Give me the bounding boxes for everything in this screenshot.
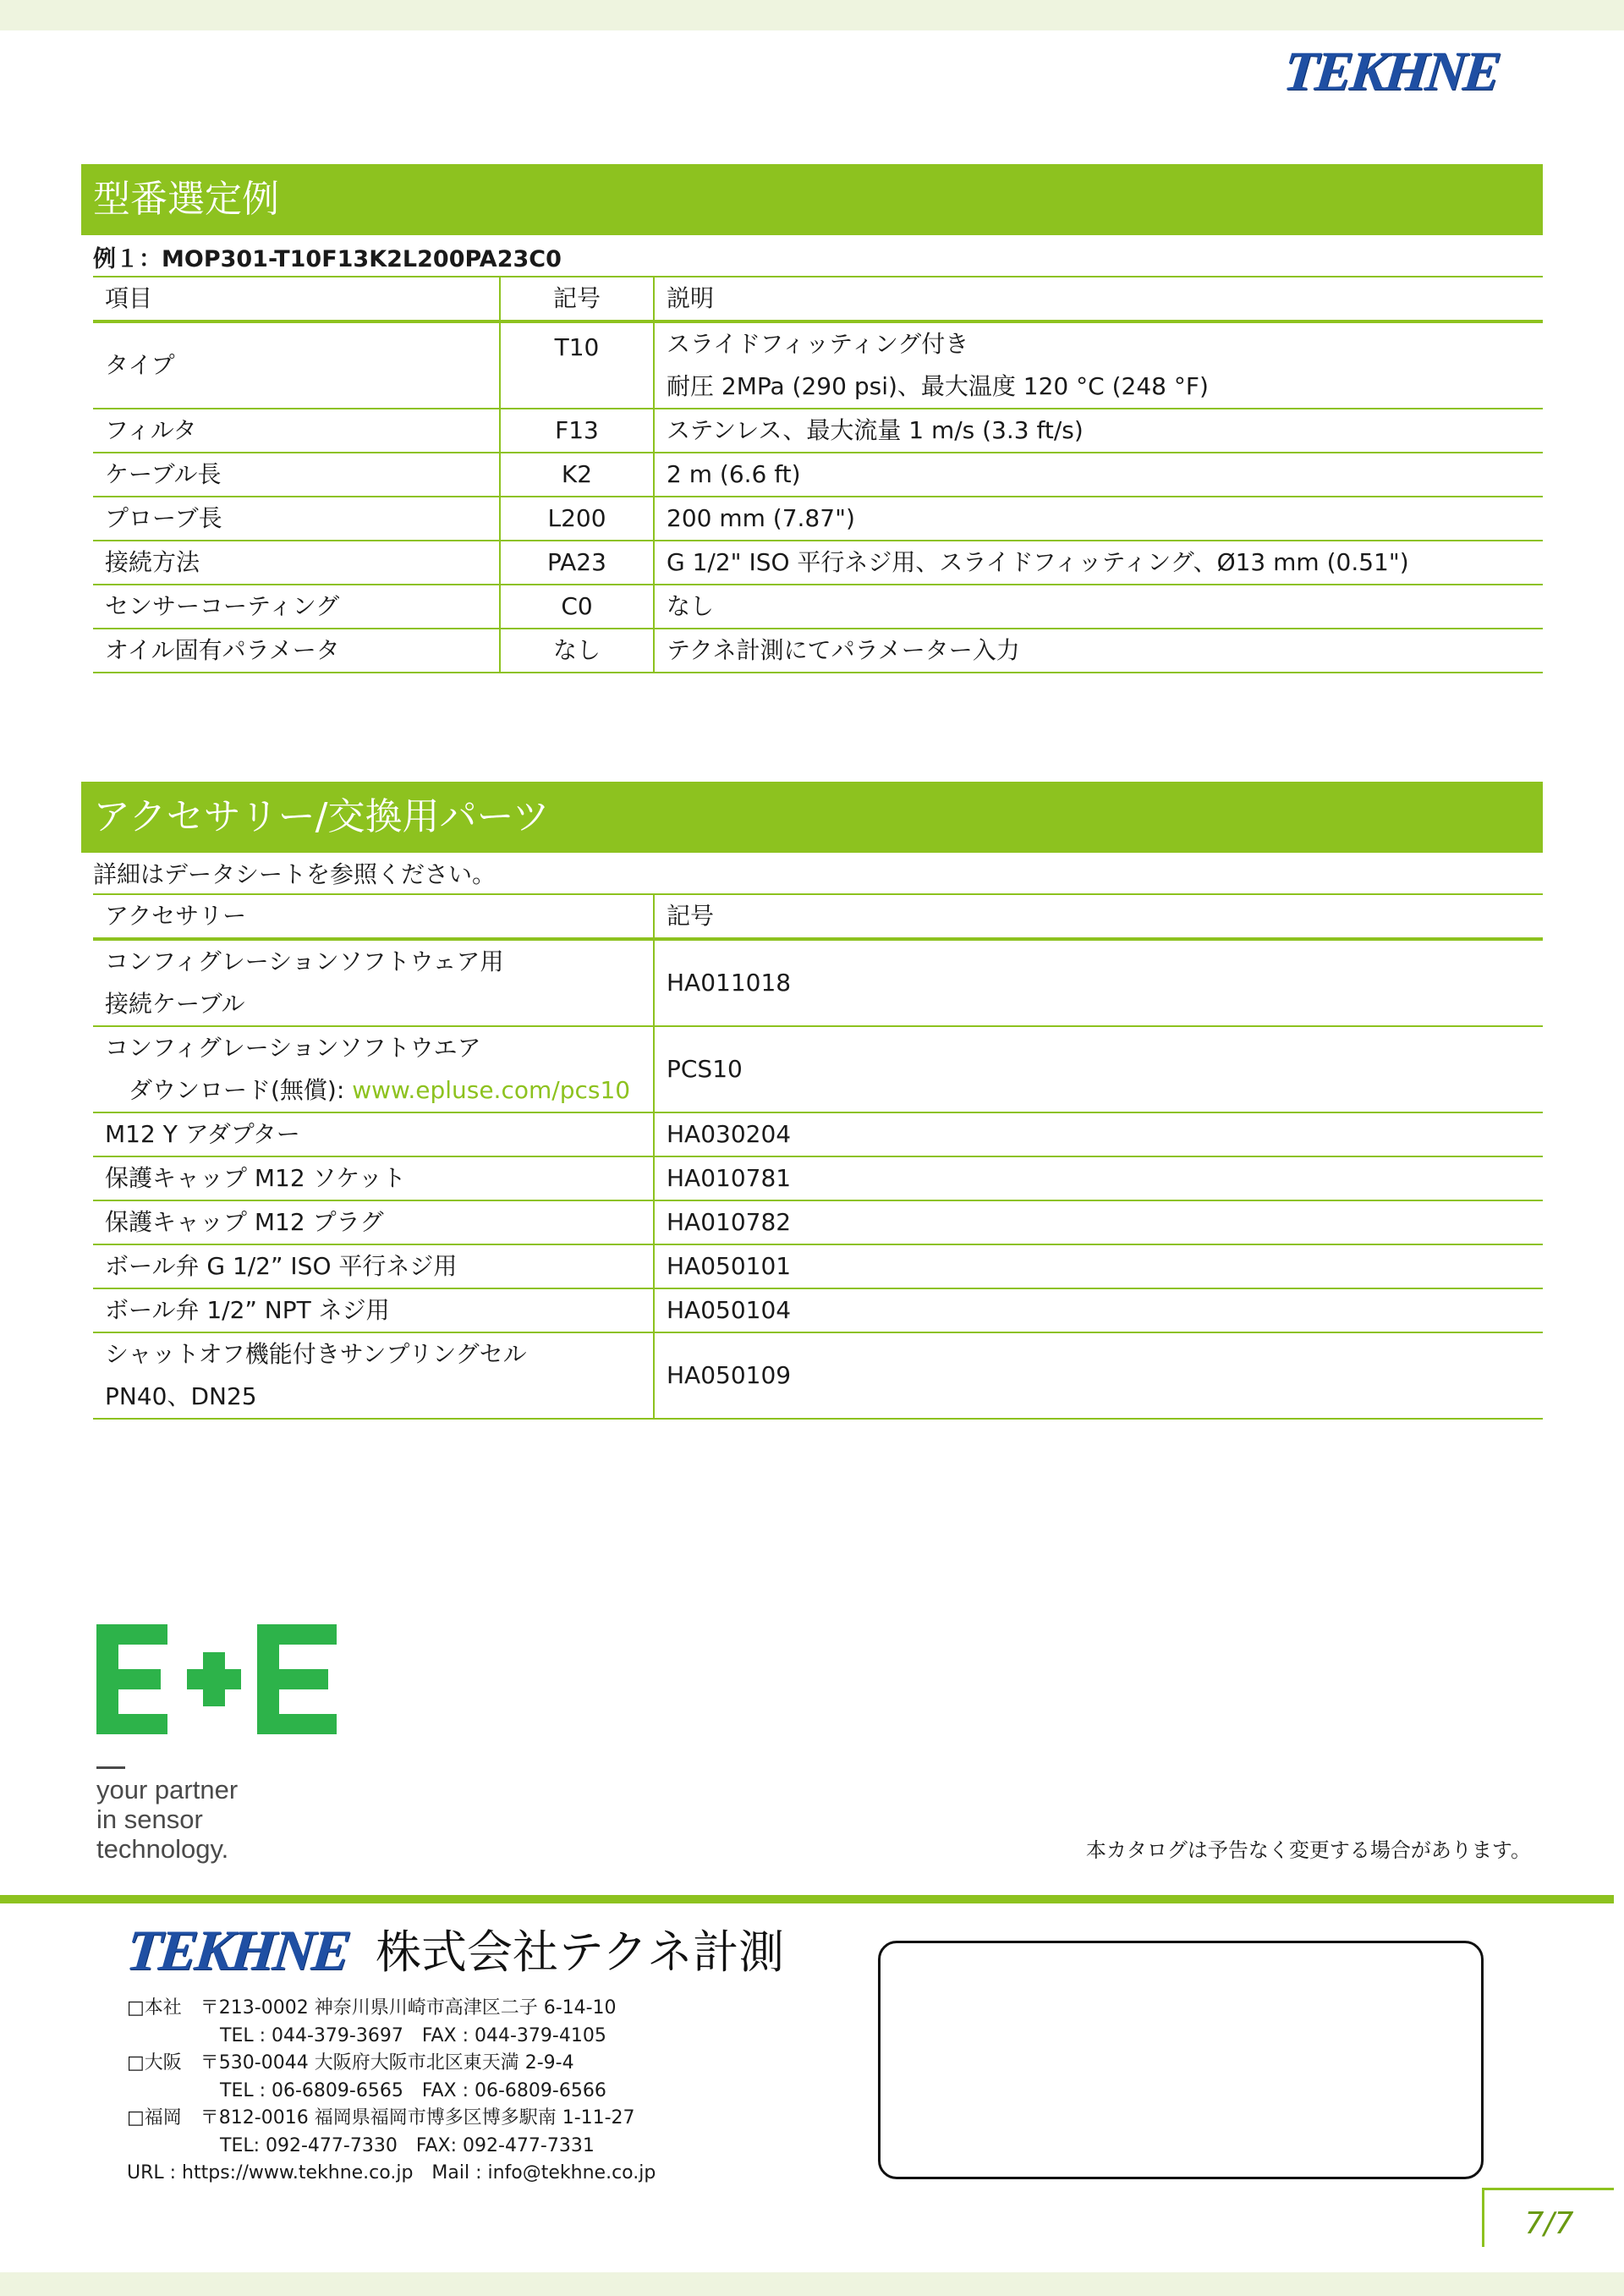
- change-notice: 本カタログは予告なく変更する場合があります。: [1085, 1838, 1531, 1862]
- desc-cell: テクネ計測にてパラメーター入力: [654, 629, 1543, 673]
- company-name: 株式会社テクネ計測: [376, 1925, 785, 1979]
- ee-tagline-line: technology.: [96, 1834, 229, 1864]
- accessory-code-cell: HA050104: [654, 1288, 1543, 1332]
- accessory-name: PN40、DN25: [105, 1382, 257, 1410]
- table-header-row: [93, 894, 1543, 939]
- accessory-name: [105, 1069, 641, 1112]
- accessory-name-cell: [93, 939, 654, 1026]
- item-cell: オイル固有パラメータ: [93, 629, 500, 673]
- table-row: [93, 1244, 1543, 1288]
- table-row: [93, 1156, 1543, 1200]
- accessory-code-cell: HA011018: [654, 939, 1543, 1026]
- accessory-code-cell: HA010781: [654, 1156, 1543, 1200]
- item-cell: 接続方法: [93, 541, 500, 585]
- accessory-code-cell: HA010782: [654, 1200, 1543, 1244]
- table-row: [93, 939, 1543, 1026]
- code-cell: L200: [500, 497, 654, 541]
- model-section-title: 型番選定例: [81, 164, 1543, 235]
- tekhne-footer-logo: TEKHNE: [123, 1918, 352, 1982]
- item-cell: タイプ: [93, 321, 500, 409]
- accessory-name: 接続ケーブル: [105, 990, 245, 1018]
- accessory-name-cell: M12 Y アダプター: [93, 1112, 654, 1156]
- desc-cell: 200 mm (7.87"): [654, 497, 1543, 541]
- table-row: [93, 585, 1543, 629]
- table-row: [93, 541, 1543, 585]
- item-cell: フィルタ: [93, 409, 500, 453]
- address-line: TEL : 044-379-3697 FAX : 044-379-4105: [127, 2024, 606, 2046]
- desc-cell: 2 m (6.6 ft): [654, 453, 1543, 497]
- table-row: [93, 409, 1543, 453]
- contact-line: URL : https://www.tekhne.co.jp Mail : info@tekhne.co.jp: [127, 2162, 656, 2183]
- column-header: アクセサリー: [93, 894, 654, 939]
- accessory-name-cell: ボール弁 1/2” NPT ネジ用: [93, 1288, 654, 1332]
- code-cell: K2: [500, 453, 654, 497]
- column-header: 説明: [654, 277, 1543, 321]
- accessory-code-cell: HA030204: [654, 1112, 1543, 1156]
- table-row: [93, 453, 1543, 497]
- address-line: TEL: 092-477-7330 FAX: 092-477-7331: [127, 2134, 595, 2156]
- ee-tagline-line: your partner: [96, 1775, 239, 1804]
- tekhne-logo: TEKHNE: [1281, 41, 1502, 102]
- desc-cell: [654, 321, 1543, 409]
- accessory-name: シャットオフ機能付きサンプリングセル: [105, 1340, 527, 1368]
- code-cell: PA23: [500, 541, 654, 585]
- column-header: 記号: [654, 894, 1543, 939]
- accessory-name-cell: [93, 1026, 654, 1112]
- table-row: [93, 1026, 1543, 1112]
- accessory-description: 詳細はデータシートを参照ください。: [93, 860, 497, 888]
- download-label: ダウンロード(無償):: [129, 1076, 353, 1104]
- ee-tagline: [96, 1775, 238, 1864]
- address-line: □大阪 〒530-0044 大阪府大阪市北区東天満 2-9-4: [127, 2052, 574, 2074]
- table-row: [93, 321, 1543, 409]
- desc-cell: なし: [654, 585, 1543, 629]
- table-row: [93, 1288, 1543, 1332]
- ee-dash: [96, 1766, 125, 1769]
- accessory-table: [93, 893, 1543, 1420]
- code-cell: なし: [500, 629, 654, 673]
- accessory-code-cell: HA050109: [654, 1332, 1543, 1419]
- desc-line: スライドフィッティング付き: [667, 330, 969, 358]
- table-row: [93, 629, 1543, 673]
- table-row: [93, 1332, 1543, 1419]
- item-cell: プローブ長: [93, 497, 500, 541]
- address-block: [127, 1995, 656, 2188]
- item-cell: センサーコーティング: [93, 585, 500, 629]
- code-cell: T10: [500, 321, 654, 409]
- code-cell: C0: [500, 585, 654, 629]
- table-row: [93, 1112, 1543, 1156]
- column-header: 記号: [500, 277, 654, 321]
- accessory-code-cell: HA050101: [654, 1244, 1543, 1288]
- dealer-stamp-box: [878, 1941, 1484, 2179]
- table-header-row: [93, 277, 1543, 321]
- ee-tagline-line: in sensor: [96, 1804, 203, 1834]
- desc-cell: G 1/2" ISO 平行ネジ用、スライドフィッティング、Ø13 mm (0.51"): [654, 541, 1543, 585]
- accessory-name-cell: 保護キャップ M12 ソケット: [93, 1156, 654, 1200]
- address-line: TEL : 06-6809-6565 FAX : 06-6809-6566: [127, 2079, 606, 2101]
- accessory-name: コンフィグレーションソフトウエア: [105, 1034, 481, 1062]
- footer-divider: [0, 1895, 1614, 1903]
- bottom-band: [0, 2272, 1624, 2296]
- model-table: [93, 276, 1543, 673]
- item-cell: ケーブル長: [93, 453, 500, 497]
- desc-cell: ステンレス、最大流量 1 m/s (3.3 ft/s): [654, 409, 1543, 453]
- top-band: [0, 0, 1624, 30]
- code-cell: F13: [500, 409, 654, 453]
- table-row: [93, 497, 1543, 541]
- desc-line: 耐圧 2MPa (290 psi)、最大温度 120 °C (248 °F): [667, 372, 1209, 400]
- table-row: [93, 1200, 1543, 1244]
- ee-logo: [96, 1624, 342, 1734]
- column-header: 項目: [93, 277, 500, 321]
- accessory-name-cell: 保護キャップ M12 プラグ: [93, 1200, 654, 1244]
- download-link[interactable]: www.epluse.com/pcs10: [352, 1076, 631, 1104]
- model-example: 例１：MOP301-T10F13K2L200PA23C0: [93, 246, 562, 272]
- accessory-code-cell: PCS10: [654, 1026, 1543, 1112]
- address-line: □本社 〒213-0002 神奈川県川崎市高津区二子 6-14-10: [127, 1997, 617, 2019]
- accessory-name: コンフィグレーションソフトウェア用: [105, 948, 504, 975]
- address-line: □福岡 〒812-0016 福岡県福岡市博多区博多駅南 1-11-27: [127, 2107, 635, 2128]
- accessory-name-cell: [93, 1332, 654, 1419]
- accessory-section-title: アクセサリー/交換用パーツ: [81, 782, 1543, 853]
- page-number: 7/7: [1482, 2188, 1614, 2247]
- accessory-name-cell: ボール弁 G 1/2” ISO 平行ネジ用: [93, 1244, 654, 1288]
